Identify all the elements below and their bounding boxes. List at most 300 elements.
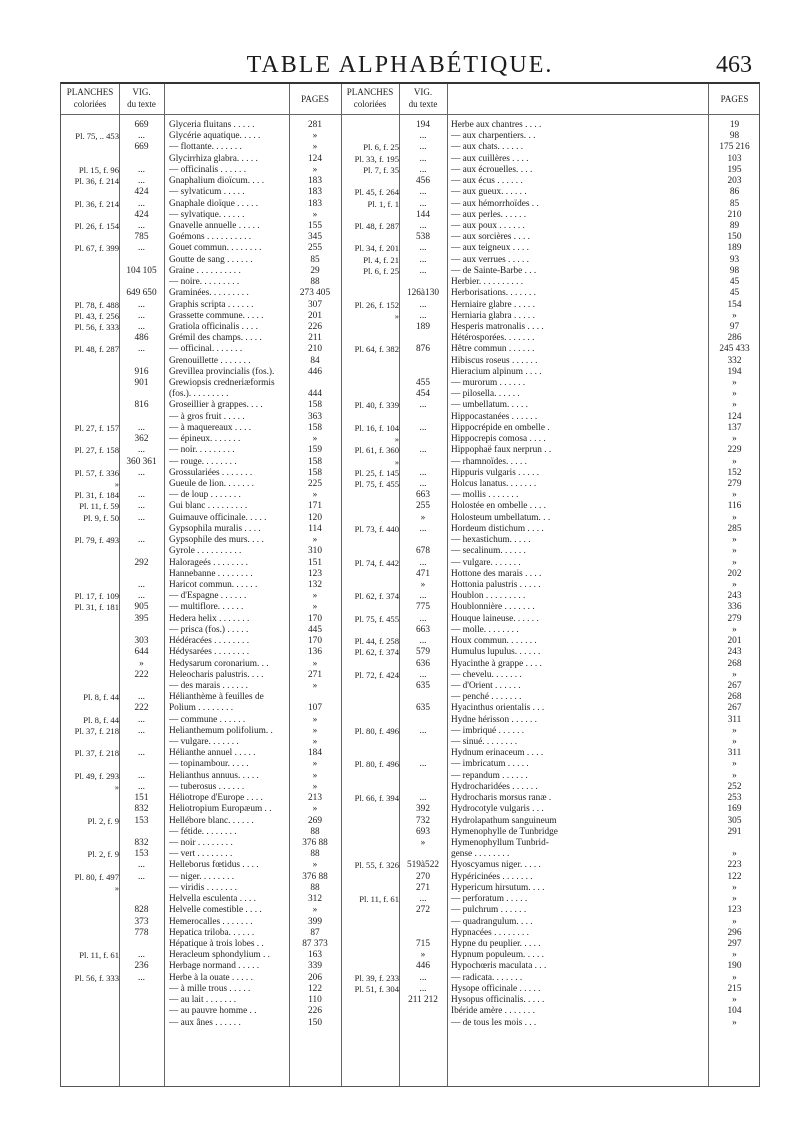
table-cell: » bbox=[732, 512, 737, 523]
table-cell bbox=[343, 367, 399, 378]
table-cell: 159 bbox=[308, 445, 322, 456]
table-cell: » bbox=[114, 781, 119, 792]
table-cell bbox=[343, 176, 399, 187]
table-cell: 732 bbox=[416, 815, 430, 826]
column-divider bbox=[341, 84, 342, 1086]
table-cell: » bbox=[420, 950, 426, 961]
table-cell: ... bbox=[138, 748, 145, 759]
table-cell: — radicata. . . . . . . bbox=[451, 972, 523, 983]
table-cell: — molle. . . . . . . . bbox=[451, 624, 519, 635]
table-cell: Pl. 2, f. 9 bbox=[87, 849, 119, 860]
table-cell: 137 bbox=[727, 422, 742, 433]
table-cell: 253 bbox=[727, 793, 742, 804]
table-cell: Helvelle comestible . . . . bbox=[169, 905, 262, 916]
table-cell: » bbox=[732, 624, 737, 635]
table-cell: 210 bbox=[727, 209, 742, 220]
table-cell: 905 bbox=[134, 602, 149, 613]
table-cell: Gnavelle annuelle . . . . . bbox=[169, 220, 260, 231]
table-cell: 424 bbox=[134, 187, 149, 198]
table-cell: » bbox=[312, 680, 318, 691]
table-cell: 158 bbox=[308, 400, 322, 411]
table-cell bbox=[119, 894, 164, 905]
table-cell: 270 bbox=[416, 871, 430, 882]
table-cell: Pl. 9, f. 50 bbox=[83, 512, 119, 523]
table-cell: 336 bbox=[727, 602, 742, 613]
table-cell: ... bbox=[419, 983, 427, 994]
table-cell: 455 bbox=[416, 378, 430, 389]
table-cell bbox=[119, 255, 164, 266]
table-cell: Hydne hérisson . . . . . . bbox=[451, 714, 537, 725]
table-cell: 171 bbox=[308, 501, 322, 512]
table-cell: 445 bbox=[308, 624, 322, 635]
table-cell: 151 bbox=[308, 557, 322, 568]
table-cell: ... bbox=[138, 198, 145, 209]
table-cell: » bbox=[732, 882, 737, 893]
table-cell bbox=[119, 737, 164, 748]
table-cell: ... bbox=[419, 153, 427, 164]
table-cell bbox=[399, 1006, 447, 1017]
table-cell: 189 bbox=[416, 321, 430, 332]
table-cell: Hesperis matronalis . . . . bbox=[451, 321, 544, 332]
table-cell: 210 bbox=[308, 344, 322, 355]
table-cell: ... bbox=[138, 591, 145, 602]
table-cell: Pl. 39, f. 233 bbox=[354, 972, 399, 983]
table-cell bbox=[119, 546, 164, 557]
table-cell: 360 361 bbox=[126, 456, 157, 467]
table-cell bbox=[289, 378, 341, 389]
table-cell bbox=[63, 333, 119, 344]
table-cell: 223 bbox=[727, 860, 742, 871]
table-cell: Pl. 31, f. 184 bbox=[74, 490, 119, 501]
table-cell: Hellébore blanc. . . . . . bbox=[169, 815, 254, 826]
table-cell: Pl. 51, f. 304 bbox=[354, 983, 399, 994]
table-cell: » bbox=[312, 142, 318, 153]
table-cell: Héliotrope d'Europe . . . . bbox=[169, 793, 263, 804]
table-cell: » bbox=[732, 669, 737, 680]
table-cell: ... bbox=[419, 198, 427, 209]
table-cell: 454 bbox=[416, 389, 430, 400]
table-cell: 362 bbox=[134, 434, 149, 445]
column-divider bbox=[164, 84, 165, 1086]
table-cell: » bbox=[732, 995, 737, 1006]
table-cell bbox=[399, 692, 447, 703]
table-cell: ... bbox=[419, 310, 427, 321]
table-cell: » bbox=[312, 804, 318, 815]
table-cell: 189 bbox=[727, 243, 742, 254]
table-cell: Hordeum distichum . . . . bbox=[451, 523, 544, 534]
table-cell: Hédysarées . . . . . . . . bbox=[169, 647, 250, 658]
table-cell: Hippocrepis comosa . . . . bbox=[451, 434, 546, 445]
table-cell bbox=[343, 378, 399, 389]
table-cell: 170 bbox=[308, 636, 322, 647]
table-cell: Hibiscus roseus . . . . . . bbox=[451, 355, 538, 366]
table-cell: Pl. 80, f. 496 bbox=[354, 725, 399, 736]
table-cell bbox=[63, 838, 119, 849]
table-cell bbox=[343, 703, 399, 714]
table-cell: 154 bbox=[727, 299, 742, 310]
table-cell: Grevillea provincialis (fos.). bbox=[169, 366, 275, 377]
table-cell bbox=[63, 759, 119, 770]
table-cell: ... bbox=[419, 187, 427, 198]
table-cell: 363 bbox=[308, 411, 322, 422]
table-cell: 110 bbox=[308, 995, 322, 1006]
table-cell: Hymenophylle de Tunbridge bbox=[451, 826, 558, 837]
table-cell: 45 bbox=[729, 277, 740, 288]
table-cell: 88 bbox=[310, 826, 320, 837]
table-cell: Pl. 11, f. 61 bbox=[359, 894, 399, 905]
table-cell: — mollis . . . . . . . bbox=[451, 490, 519, 501]
table-cell: 211 bbox=[308, 333, 322, 344]
table-cell: 901 bbox=[134, 378, 149, 389]
table-cell: 279 bbox=[727, 479, 742, 489]
right-vig-column bbox=[399, 120, 447, 1018]
table-cell bbox=[119, 681, 164, 692]
table-cell: — rouge. . . . . . . . bbox=[169, 456, 237, 467]
table-cell: 311 bbox=[727, 714, 742, 725]
table-cell: Ibéride amère . . . . . . . bbox=[451, 1006, 535, 1017]
table-cell: 916 bbox=[134, 366, 149, 377]
table-cell bbox=[63, 367, 119, 378]
table-cell bbox=[63, 939, 119, 950]
table-cell: Pl. 4, f. 21 bbox=[363, 254, 399, 265]
table-cell: — vert . . . . . . . . bbox=[169, 849, 233, 860]
table-cell: 213 bbox=[308, 793, 322, 804]
table-cell: 194 bbox=[416, 120, 430, 130]
table-cell: » bbox=[312, 658, 318, 669]
table-cell bbox=[63, 558, 119, 569]
table-cell bbox=[343, 288, 399, 299]
table-cell bbox=[63, 737, 119, 748]
table-cell: — quadrangulum. . . . bbox=[451, 916, 533, 927]
table-cell bbox=[343, 939, 399, 950]
table-cell: Hypnum populeum. . . . . bbox=[451, 950, 544, 961]
table-cell: 678 bbox=[416, 546, 430, 557]
table-cell: — secalinum. . . . . . bbox=[451, 546, 526, 557]
table-cell bbox=[343, 131, 399, 142]
table-cell bbox=[343, 771, 399, 782]
table-cell: 169 bbox=[727, 804, 742, 815]
table-cell: Gui blanc . . . . . . . . . bbox=[169, 501, 248, 512]
table-cell: Pl. 74, f. 442 bbox=[354, 557, 399, 568]
table-cell: 376 88 bbox=[302, 871, 328, 882]
table-cell bbox=[63, 681, 119, 692]
table-cell: 107 bbox=[308, 703, 322, 714]
table-cell bbox=[343, 816, 399, 827]
table-cell: Hypne du peuplier. . . . . bbox=[451, 938, 541, 949]
table-cell: 399 bbox=[308, 916, 322, 927]
table-cell: 184 bbox=[308, 748, 322, 759]
table-cell: 183 bbox=[308, 176, 322, 187]
table-cell bbox=[63, 905, 119, 916]
table-cell: Hippocastanées . . . . . . bbox=[451, 411, 538, 422]
table-cell: — officinalis . . . . . . bbox=[169, 164, 247, 175]
table-cell: ... bbox=[419, 243, 427, 254]
table-cell: Hyacinthe à grappe . . . . bbox=[451, 658, 542, 669]
table-cell bbox=[343, 1018, 399, 1029]
table-cell: Heleocharis palustris. . . . bbox=[169, 669, 264, 680]
column-divider bbox=[447, 84, 448, 1086]
table-cell: Herniaria glabra . . . . . bbox=[451, 310, 535, 321]
table-cell: Hydnum erinaceum . . . . bbox=[451, 748, 544, 759]
table-cell: 285 bbox=[727, 523, 742, 534]
table-cell: Grémil des champs. . . . . bbox=[169, 333, 262, 344]
table-cell: — aux teigneux . . . . bbox=[451, 243, 529, 254]
table-cell: Hymenophyllum Tunbrid- bbox=[451, 838, 549, 848]
table-cell: 136 bbox=[308, 647, 322, 658]
index-table bbox=[60, 82, 760, 1087]
table-cell: 116 bbox=[727, 501, 742, 512]
table-cell: 579 bbox=[416, 647, 430, 658]
table-cell: — vulgare. . . . . . . bbox=[169, 737, 239, 748]
table-cell: — de loup . . . . . . . bbox=[169, 490, 241, 501]
table-cell: 158 bbox=[308, 456, 322, 467]
table-cell: ... bbox=[138, 950, 145, 961]
table-cell: ... bbox=[419, 557, 427, 568]
table-cell: 373 bbox=[134, 916, 149, 927]
table-cell: Pl. 66, f. 394 bbox=[354, 793, 399, 804]
table-cell: 832 bbox=[134, 804, 149, 815]
table-cell bbox=[343, 412, 399, 423]
table-cell: Helleborus fœtidus . . . . bbox=[169, 860, 259, 871]
table-cell: » bbox=[312, 591, 318, 602]
table-cell: Glycérie aquatique. . . . . bbox=[169, 131, 261, 142]
table-cell: 88 bbox=[310, 277, 320, 288]
table-cell: Pl. 7, f. 35 bbox=[363, 164, 399, 175]
table-cell: 243 bbox=[727, 647, 742, 658]
table-cell: Pl. 6, f. 25 bbox=[363, 265, 399, 276]
table-cell: — rhamnoïdes. . . . . bbox=[451, 456, 527, 467]
table-cell bbox=[343, 715, 399, 726]
table-cell bbox=[343, 905, 399, 916]
table-cell bbox=[119, 389, 164, 400]
table-cell: Pl. 31, f. 181 bbox=[74, 602, 119, 613]
table-cell: 255 bbox=[416, 501, 430, 512]
table-cell: — aux ânes . . . . . . bbox=[169, 1017, 241, 1028]
table-cell: Grossulariées . . . . . . . bbox=[169, 467, 253, 478]
table-cell: 663 bbox=[416, 624, 430, 635]
table-cell: — noir . . . . . . . . bbox=[169, 838, 233, 848]
table-cell: 226 bbox=[308, 1006, 322, 1017]
table-cell: 150 bbox=[727, 232, 742, 243]
table-cell: 89 bbox=[729, 220, 740, 231]
table-cell: » bbox=[420, 838, 426, 848]
table-cell bbox=[63, 400, 119, 411]
table-cell: Houque laineuse. . . . . . bbox=[451, 613, 539, 624]
table-cell: » bbox=[732, 456, 737, 467]
table-cell: ... bbox=[138, 579, 145, 590]
table-cell: 519à522 bbox=[406, 860, 440, 871]
table-cell: ... bbox=[419, 613, 427, 624]
table-cell: 97 bbox=[729, 321, 740, 332]
table-cell: ... bbox=[419, 220, 427, 231]
table-cell: Hieracium alpinum . . . . bbox=[451, 366, 542, 377]
table-cell: » bbox=[312, 759, 318, 770]
table-cell: — aux gueux. . . . . . bbox=[451, 187, 527, 198]
table-cell: ... bbox=[138, 220, 145, 231]
table-cell: 538 bbox=[416, 232, 430, 243]
table-cell bbox=[343, 827, 399, 838]
table-cell: 194 bbox=[727, 366, 742, 377]
table-cell: 45 bbox=[729, 288, 740, 299]
table-cell: 87 bbox=[310, 927, 320, 938]
table-cell bbox=[343, 513, 399, 524]
table-cell bbox=[343, 872, 399, 883]
table-cell: — topinambour. . . . . bbox=[169, 759, 249, 770]
table-cell: Pl. 56, f. 333 bbox=[74, 972, 119, 983]
table-cell bbox=[399, 367, 447, 378]
table-cell: » bbox=[139, 658, 144, 669]
table-cell: 392 bbox=[416, 804, 430, 815]
table-cell: 153 bbox=[134, 849, 149, 860]
table-cell: » bbox=[312, 905, 318, 916]
table-cell bbox=[399, 748, 447, 759]
table-cell: 152 bbox=[727, 467, 742, 478]
table-cell bbox=[399, 771, 447, 782]
table-cell bbox=[63, 412, 119, 423]
table-cell: ... bbox=[138, 692, 145, 703]
table-cell: 245 433 bbox=[719, 344, 750, 355]
table-cell: ... bbox=[419, 725, 427, 736]
header-planches-right: PLANCHES coloriées bbox=[346, 87, 394, 109]
table-cell: » bbox=[732, 579, 737, 590]
table-cell: Hydrocotyle vulgaris . . . bbox=[451, 804, 544, 815]
table-cell: Pl. 75, f. 455 bbox=[354, 613, 399, 624]
table-cell: 486 bbox=[134, 333, 149, 344]
table-cell: 663 bbox=[416, 490, 430, 501]
table-cell: 225 bbox=[308, 479, 322, 489]
table-cell: Grenouillette . . . . . . . bbox=[169, 355, 251, 366]
table-cell: Pl. 44, f. 258 bbox=[354, 636, 399, 647]
table-cell: 785 bbox=[134, 232, 149, 243]
table-cell: 226 bbox=[308, 321, 322, 332]
table-cell: 281 bbox=[308, 120, 322, 130]
table-cell: » bbox=[732, 1017, 737, 1028]
table-cell: 252 bbox=[727, 781, 742, 792]
table-cell: Hottone des marais . . . . bbox=[451, 568, 542, 579]
table-cell bbox=[63, 636, 119, 647]
table-cell: » bbox=[732, 737, 737, 748]
table-cell: 444 bbox=[308, 389, 322, 400]
table-cell: — viridis . . . . . . . bbox=[169, 882, 237, 893]
table-cell: » bbox=[420, 579, 426, 590]
table-cell: » bbox=[312, 860, 318, 871]
table-cell: 471 bbox=[416, 568, 430, 579]
table-cell: » bbox=[732, 400, 737, 411]
table-cell: — d'Espagne . . . . . . bbox=[169, 591, 247, 602]
table-cell: 272 bbox=[416, 905, 430, 916]
table-cell: 175 216 bbox=[719, 142, 750, 153]
table-cell: » bbox=[732, 916, 737, 927]
table-cell: Pl. 26, f. 154 bbox=[74, 220, 119, 231]
table-cell: — aux sorcières . . . . bbox=[451, 232, 531, 243]
table-cell: Hydrocharis morsus ranæ . bbox=[451, 793, 552, 804]
table-cell: 155 bbox=[308, 220, 322, 231]
table-cell: — de tous les mois . . . bbox=[451, 1017, 537, 1028]
table-cell: Heracleum sphondylium . . bbox=[169, 950, 270, 961]
table-cell: 103 bbox=[727, 153, 742, 164]
table-cell: ... bbox=[419, 422, 427, 433]
table-cell: Pl. 17, f. 109 bbox=[74, 591, 119, 602]
table-cell: Gnaphalium dioïcum. . . . bbox=[169, 176, 265, 187]
table-cell bbox=[343, 625, 399, 636]
table-cell: — aux hémorrhoïdes . . bbox=[451, 198, 539, 209]
table-cell: Pl. 33, f. 195 bbox=[354, 153, 399, 164]
table-cell: — imbriqué . . . . . . bbox=[451, 725, 525, 736]
table-cell: 279 bbox=[727, 613, 742, 624]
header-rule bbox=[61, 114, 759, 115]
table-cell: Pl. 61, f. 360 bbox=[354, 445, 399, 456]
table-cell: 339 bbox=[308, 961, 322, 972]
table-cell: Groseillier à grappes. . . . bbox=[169, 400, 263, 411]
table-cell: » bbox=[732, 557, 737, 568]
table-cell: Pl. 27, f. 157 bbox=[74, 422, 119, 433]
table-cell: — penché . . . . . . . bbox=[451, 692, 522, 703]
table-cell: Helvella esculenta . . . . bbox=[169, 894, 256, 905]
table-cell: 88 bbox=[310, 882, 320, 893]
table-cell: Pl. 67, f. 399 bbox=[74, 243, 119, 254]
table-cell: 312 bbox=[308, 894, 322, 905]
table-cell bbox=[119, 827, 164, 838]
table-cell bbox=[63, 703, 119, 714]
table-cell bbox=[119, 625, 164, 636]
table-cell bbox=[63, 288, 119, 299]
table-cell: Gueule de lion. . . . . . . bbox=[169, 479, 254, 489]
table-cell bbox=[63, 524, 119, 535]
table-cell: 446 bbox=[308, 366, 322, 377]
table-cell bbox=[343, 737, 399, 748]
table-cell: — de Sainte-Barbe . . . bbox=[451, 265, 537, 276]
table-cell: ... bbox=[419, 467, 427, 478]
table-cell bbox=[399, 457, 447, 468]
table-cell: — multiflore. . . . . . bbox=[169, 602, 244, 613]
table-cell: Hétérosporées. . . . . . . bbox=[451, 333, 535, 344]
right-entries-column bbox=[451, 120, 708, 1029]
table-cell: 832 bbox=[134, 838, 149, 848]
table-cell: 29 bbox=[310, 265, 320, 276]
table-cell: (fos.). . . . . . . . . bbox=[169, 389, 229, 400]
table-cell: » bbox=[312, 209, 318, 220]
table-cell: 271 bbox=[416, 882, 430, 893]
table-cell: — épineux. . . . . . . bbox=[169, 434, 241, 445]
table-cell bbox=[289, 692, 341, 703]
table-cell bbox=[63, 793, 119, 804]
table-cell bbox=[63, 457, 119, 468]
table-cell: ... bbox=[419, 636, 427, 647]
table-cell: ... bbox=[138, 164, 145, 175]
table-cell bbox=[119, 759, 164, 770]
table-cell: ... bbox=[138, 131, 145, 142]
table-cell bbox=[343, 546, 399, 557]
table-cell: ... bbox=[138, 871, 145, 882]
table-cell: Herbage normand . . . . . bbox=[169, 961, 260, 972]
table-cell bbox=[63, 232, 119, 243]
table-cell: ... bbox=[138, 972, 145, 983]
table-cell: ... bbox=[419, 479, 427, 489]
table-cell: Pl. 55, f. 326 bbox=[354, 860, 399, 871]
table-cell bbox=[63, 154, 119, 165]
table-cell bbox=[119, 154, 164, 165]
table-cell: » bbox=[394, 310, 399, 321]
table-cell: Pl. 6, f. 25 bbox=[363, 142, 399, 153]
table-cell: Pl. 15, f. 96 bbox=[78, 164, 119, 175]
table-cell: Pl. 37, f. 218 bbox=[74, 748, 119, 759]
table-cell bbox=[343, 535, 399, 546]
table-cell bbox=[343, 928, 399, 939]
table-cell: 635 bbox=[416, 680, 430, 691]
table-cell bbox=[343, 569, 399, 580]
left-planches-column bbox=[63, 120, 119, 995]
table-cell: » bbox=[394, 456, 399, 467]
